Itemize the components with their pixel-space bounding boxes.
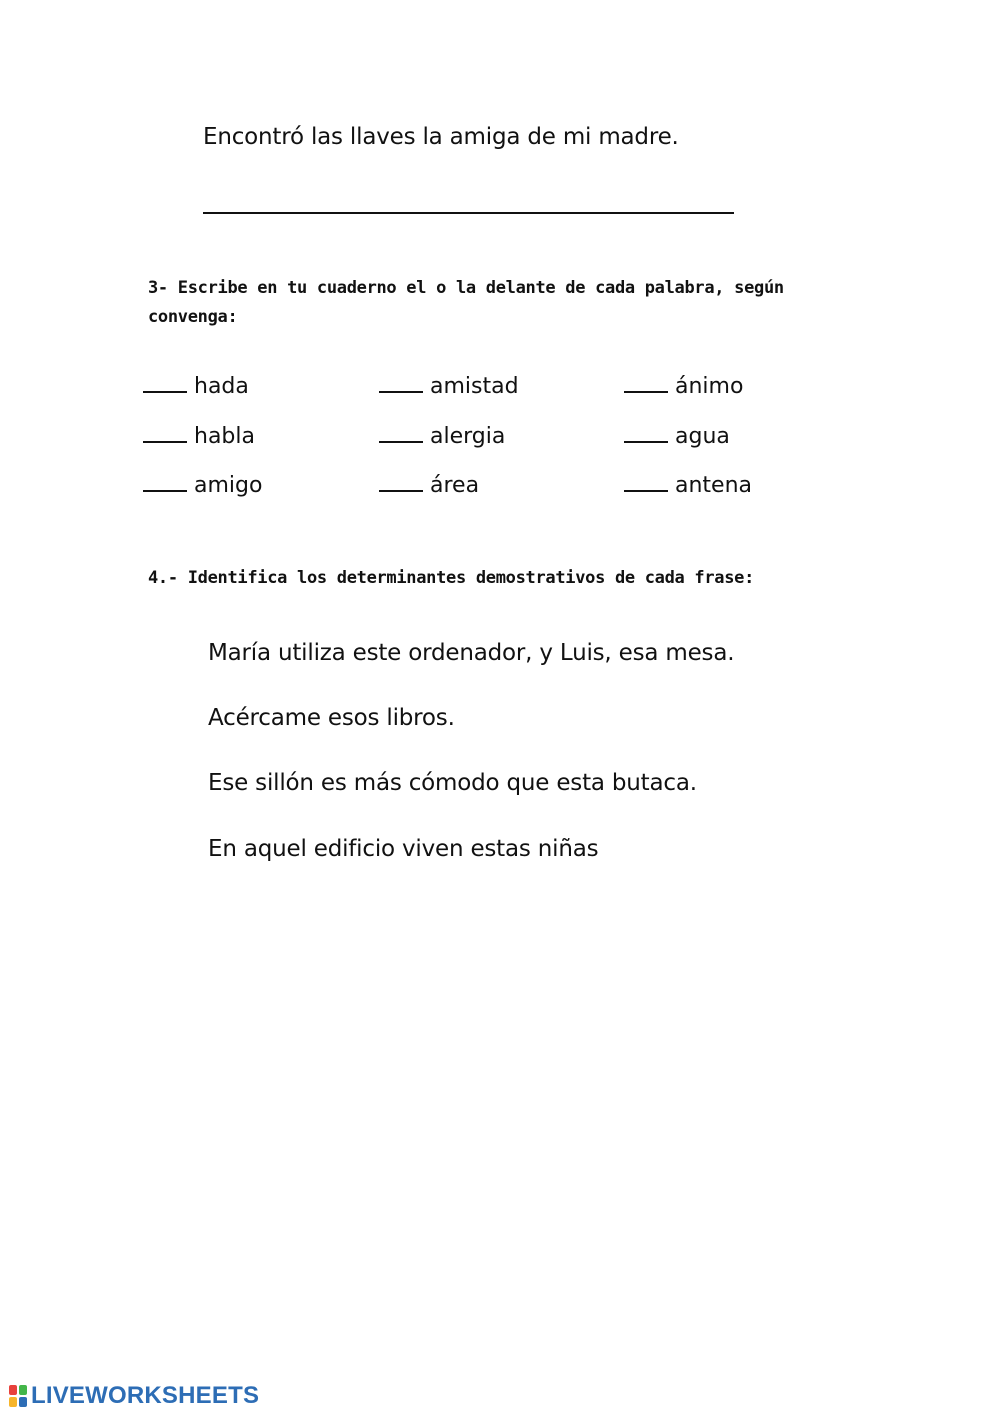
word-label: amigo <box>194 473 263 498</box>
demonstrative-sentence: María utiliza este ordenador, y Luis, esa mesa. <box>208 640 735 666</box>
brand-name: LIVEWORKSHEETS <box>31 1382 260 1409</box>
word-label: antena <box>675 473 753 498</box>
answer-blank[interactable] <box>379 490 423 492</box>
answer-blank[interactable] <box>143 391 187 393</box>
word-item <box>624 423 730 451</box>
answer-blank[interactable] <box>379 441 423 443</box>
word-item <box>143 373 249 401</box>
answer-blank[interactable] <box>379 391 423 393</box>
word-label: alergia <box>430 424 506 449</box>
word-item <box>379 472 479 500</box>
liveworksheets-logo-icon <box>8 1384 28 1408</box>
word-label: agua <box>675 424 730 449</box>
answer-blank[interactable] <box>624 391 668 393</box>
exercise-3-instruction <box>148 274 784 332</box>
word-item <box>624 373 743 401</box>
word-label: área <box>430 473 480 498</box>
word-item <box>379 373 519 401</box>
demonstrative-sentence: Ese sillón es más cómodo que esta butaca. <box>208 770 697 796</box>
exercise-3-instruction-line2: convenga: <box>148 307 238 327</box>
exercise-4-instruction: 4.- Identifica los determinantes demostrativos de cada frase: <box>148 568 755 588</box>
word-label: amistad <box>430 374 519 399</box>
footer-brand <box>8 1382 259 1410</box>
word-label: habla <box>194 424 255 449</box>
sentence-example: Encontró las llaves la amiga de mi madre. <box>203 124 679 150</box>
demonstrative-sentence: En aquel edificio viven estas niñas <box>208 836 599 862</box>
word-item <box>379 423 505 451</box>
word-label: hada <box>194 374 249 399</box>
exercise-3-instruction-line1: 3- Escribe en tu cuaderno el o la delante de cada palabra, según <box>148 278 784 298</box>
answer-blank[interactable] <box>624 490 668 492</box>
word-item <box>624 472 752 500</box>
demonstrative-sentence: Acércame esos libros. <box>208 705 455 731</box>
answer-blank[interactable] <box>143 490 187 492</box>
answer-blank[interactable] <box>143 441 187 443</box>
word-item <box>143 472 262 500</box>
answer-blank[interactable] <box>624 441 668 443</box>
answer-line[interactable] <box>203 212 734 214</box>
word-label: ánimo <box>675 374 744 399</box>
word-item <box>143 423 255 451</box>
